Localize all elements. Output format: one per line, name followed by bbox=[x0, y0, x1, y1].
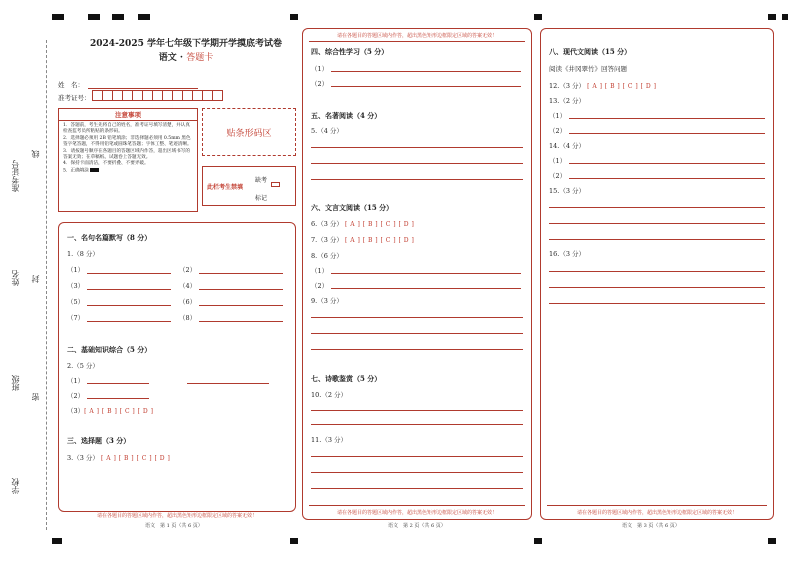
alignment-mark bbox=[112, 14, 124, 20]
answer-line[interactable] bbox=[331, 273, 521, 274]
alignment-mark bbox=[290, 538, 298, 544]
warning-text: 请在各题目的答题区域内作答，超出黑色矩形边框限定区域的答案无效！ bbox=[336, 510, 497, 516]
page-footer: 语文 第 1 页（共 6 页） bbox=[145, 523, 203, 529]
binding-exam-no: 准考证号 bbox=[11, 160, 20, 192]
answer-line[interactable] bbox=[87, 289, 171, 290]
answer-line[interactable] bbox=[549, 271, 765, 272]
question-12: 12.（3 分） [ A ] [ B ] [ C ] [ D ] bbox=[549, 82, 657, 90]
notice-item: 3．请按题号顺序在各题目的答题区域内作答，超出区域书写的答案无效；在草稿纸、试题卷上答题无效。 bbox=[63, 148, 190, 161]
q4-part-2: （2） bbox=[311, 80, 329, 88]
answer-line[interactable] bbox=[549, 223, 765, 224]
answer-line[interactable] bbox=[549, 303, 765, 304]
exam-no-boxes[interactable] bbox=[92, 90, 222, 103]
question-10: 10.（2 分） bbox=[311, 391, 348, 399]
name-field[interactable] bbox=[88, 88, 198, 89]
binding-class: 班级 bbox=[11, 375, 20, 391]
question-15: 15.（3 分） bbox=[549, 187, 586, 195]
answer-line[interactable] bbox=[311, 333, 523, 334]
blank-label: （7） bbox=[67, 314, 85, 322]
answer-line[interactable] bbox=[199, 289, 283, 290]
binding-line-mark: 线 bbox=[31, 150, 40, 158]
alignment-mark bbox=[768, 538, 776, 544]
notice-item: 2．选择题必须用 2B 铅笔填涂；非选择题必须用 0.5mm 黑色签字笔答题，不得用铅笔或圆珠笔答题；字体工整、笔迹清晰。 bbox=[63, 135, 192, 148]
page-title: 2024-2025 学年七年级下学期开学摸底考试卷 bbox=[90, 39, 282, 49]
question-9: 9.（3 分） bbox=[311, 297, 343, 305]
binding-line bbox=[46, 40, 47, 530]
section-5-title: 五、名著阅读（4 分） bbox=[311, 111, 382, 120]
absent-label: 此栏考生禁填 bbox=[207, 184, 244, 191]
section-3-title: 三、选择题（3 分） bbox=[67, 436, 131, 445]
barcode-label: 贴条形码区 bbox=[226, 128, 272, 139]
answer-line[interactable] bbox=[311, 349, 523, 350]
q13-part-2: （2） bbox=[549, 127, 567, 135]
answer-line[interactable] bbox=[311, 317, 523, 318]
alignment-mark bbox=[52, 538, 62, 544]
answer-line[interactable] bbox=[199, 273, 283, 274]
answer-line[interactable] bbox=[311, 163, 523, 164]
section-7-title: 七、诗歌鉴赏（5 分） bbox=[311, 374, 382, 383]
fill-sample-icon bbox=[90, 168, 99, 172]
binding-close-mark: 密 bbox=[31, 393, 40, 401]
answer-line[interactable] bbox=[87, 383, 149, 384]
answer-area-page3 bbox=[540, 28, 774, 520]
answer-line[interactable] bbox=[187, 383, 269, 384]
answer-line[interactable] bbox=[199, 321, 283, 322]
absent-text: 缺考 bbox=[255, 177, 268, 184]
notice-item: 5．正确填涂 bbox=[63, 168, 193, 175]
answer-line[interactable] bbox=[199, 305, 283, 306]
blank-label: （6） bbox=[179, 298, 197, 306]
alignment-mark bbox=[290, 14, 298, 20]
notice-item: 1．答题前，考生先将自己的姓名，准考证号填写清楚，并认真检查监考员所粘贴的条形码。 bbox=[63, 123, 190, 135]
notice-list bbox=[59, 121, 197, 177]
question-13: 13.（2 分） bbox=[549, 97, 586, 105]
q8-part-1: （1） bbox=[311, 267, 329, 275]
choice-options[interactable]: [ A ] [ B ] [ C ] [ D ] bbox=[344, 221, 415, 228]
answer-line[interactable] bbox=[569, 133, 765, 134]
question-1: 1.（8 分） bbox=[67, 250, 99, 258]
blank-label: （1） bbox=[67, 266, 85, 274]
choice-options[interactable]: [ A ] [ B ] [ C ] [ D ] bbox=[100, 455, 171, 462]
question-8: 8.（6 分） bbox=[311, 252, 343, 260]
answer-line[interactable] bbox=[311, 179, 523, 180]
answer-line[interactable] bbox=[549, 239, 765, 240]
binding-name: 姓名 bbox=[11, 270, 20, 286]
blank-label: （3） bbox=[67, 282, 85, 290]
answer-area-page1 bbox=[58, 222, 296, 512]
answer-line[interactable] bbox=[569, 178, 765, 179]
alignment-mark bbox=[138, 14, 150, 20]
answer-area-page2 bbox=[302, 28, 532, 520]
q4-part-1: （1） bbox=[311, 65, 329, 73]
answer-line[interactable] bbox=[331, 288, 521, 289]
page-footer: 语文 第 3 页（共 6 页） bbox=[622, 523, 680, 529]
section-6-title: 六、文言文阅读（15 分） bbox=[311, 203, 394, 212]
alignment-mark bbox=[768, 14, 776, 20]
notice-item: 4．保持卡面清洁，不要折叠、不要弄破。 bbox=[63, 161, 149, 167]
answer-line[interactable] bbox=[331, 71, 521, 72]
question-14: 14.（4 分） bbox=[549, 142, 586, 150]
answer-line[interactable] bbox=[87, 305, 171, 306]
answer-line[interactable] bbox=[549, 207, 765, 208]
q2-part-3: （3）[ A ] [ B ] [ C ] [ D ] bbox=[67, 407, 154, 415]
alignment-mark bbox=[782, 14, 788, 20]
answer-line[interactable] bbox=[87, 398, 149, 399]
answer-line[interactable] bbox=[311, 456, 523, 457]
absent-checkbox[interactable] bbox=[271, 182, 280, 187]
page-subtitle bbox=[72, 50, 300, 63]
question-5: 5.（4 分） bbox=[311, 127, 343, 135]
name-label: 姓 名： bbox=[58, 81, 84, 89]
section-1-title: 一、名句名篇默写（8 分） bbox=[67, 233, 152, 242]
question-6: 6.（3 分） [ A ] [ B ] [ C ] [ D ] bbox=[311, 220, 415, 228]
divider bbox=[309, 505, 525, 506]
reading-instruction: 阅读《井冈翠竹》回答问题 bbox=[549, 65, 627, 73]
question-7: 7.（3 分） [ A ] [ B ] [ C ] [ D ] bbox=[311, 236, 415, 244]
answer-line[interactable] bbox=[569, 163, 765, 164]
answer-line[interactable] bbox=[87, 273, 171, 274]
answer-line[interactable] bbox=[549, 287, 765, 288]
divider bbox=[547, 505, 767, 506]
answer-line[interactable] bbox=[331, 86, 521, 87]
binding-seal-mark: 封 bbox=[31, 275, 40, 283]
answer-line[interactable] bbox=[311, 424, 523, 425]
answer-line[interactable] bbox=[87, 321, 171, 322]
choice-options[interactable]: [ A ] [ B ] [ C ] [ D ] bbox=[344, 237, 415, 244]
warning-text: 请在各题目的答题区域内作答，超出黑色矩形边框限定区域的答案无效！ bbox=[336, 33, 497, 39]
blank-label: （2） bbox=[179, 266, 197, 274]
blank-label: （5） bbox=[67, 298, 85, 306]
q14-part-1: （1） bbox=[549, 157, 567, 165]
alignment-mark bbox=[534, 538, 542, 544]
section-2-title: 二、基础知识综合（5 分） bbox=[67, 345, 152, 354]
choice-options[interactable]: [ A ] [ B ] [ C ] [ D ] bbox=[587, 83, 657, 90]
choice-options[interactable]: [ A ] [ B ] [ C ] [ D ] bbox=[84, 408, 154, 415]
exam-no-label: 准考证号： bbox=[58, 94, 91, 102]
q13-part-1: （1） bbox=[549, 112, 567, 120]
q8-part-2: （2） bbox=[311, 282, 329, 290]
barcode-area bbox=[202, 108, 296, 156]
blank-label: （8） bbox=[179, 314, 197, 322]
absent-box bbox=[202, 166, 296, 206]
q14-part-2: （2） bbox=[549, 172, 567, 180]
q2-part-1: （1） bbox=[67, 377, 85, 385]
question-3: 3.（3 分） [ A ] [ B ] [ C ] [ D ] bbox=[67, 454, 171, 462]
answer-line[interactable] bbox=[311, 488, 523, 489]
q2-part-2: （2） bbox=[67, 392, 85, 400]
divider bbox=[309, 41, 525, 42]
answer-line[interactable] bbox=[311, 410, 523, 411]
answer-line[interactable] bbox=[311, 472, 523, 473]
subtitle-suffix: 答题卡 bbox=[186, 53, 214, 63]
alignment-mark bbox=[534, 14, 542, 20]
question-2: 2.（5 分） bbox=[67, 362, 99, 370]
answer-line[interactable] bbox=[311, 147, 523, 148]
notice-box bbox=[58, 108, 198, 212]
binding-school: 学校 bbox=[11, 478, 20, 494]
warning-text: 请在各题目的答题区域内作答，超出黑色矩形边框限定区域的答案无效！ bbox=[96, 513, 257, 519]
mark-text: 标记 bbox=[255, 195, 268, 202]
alignment-mark bbox=[88, 14, 100, 20]
blank-label: （4） bbox=[179, 282, 197, 290]
page-footer: 语文 第 2 页（共 6 页） bbox=[388, 523, 446, 529]
section-8-title: 八、现代文阅读（15 分） bbox=[549, 47, 632, 56]
warning-text: 请在各题目的答题区域内作答，超出黑色矩形边框限定区域的答案无效！ bbox=[576, 510, 737, 516]
alignment-mark bbox=[52, 14, 64, 20]
subtitle-prefix: 语文 · bbox=[158, 53, 187, 63]
question-11: 11.（3 分） bbox=[311, 436, 348, 444]
section-4-title: 四、综合性学习（5 分） bbox=[311, 47, 389, 56]
answer-line[interactable] bbox=[569, 118, 765, 119]
notice-title: 注意事项 bbox=[59, 109, 197, 121]
question-16: 16.（3 分） bbox=[549, 250, 586, 258]
